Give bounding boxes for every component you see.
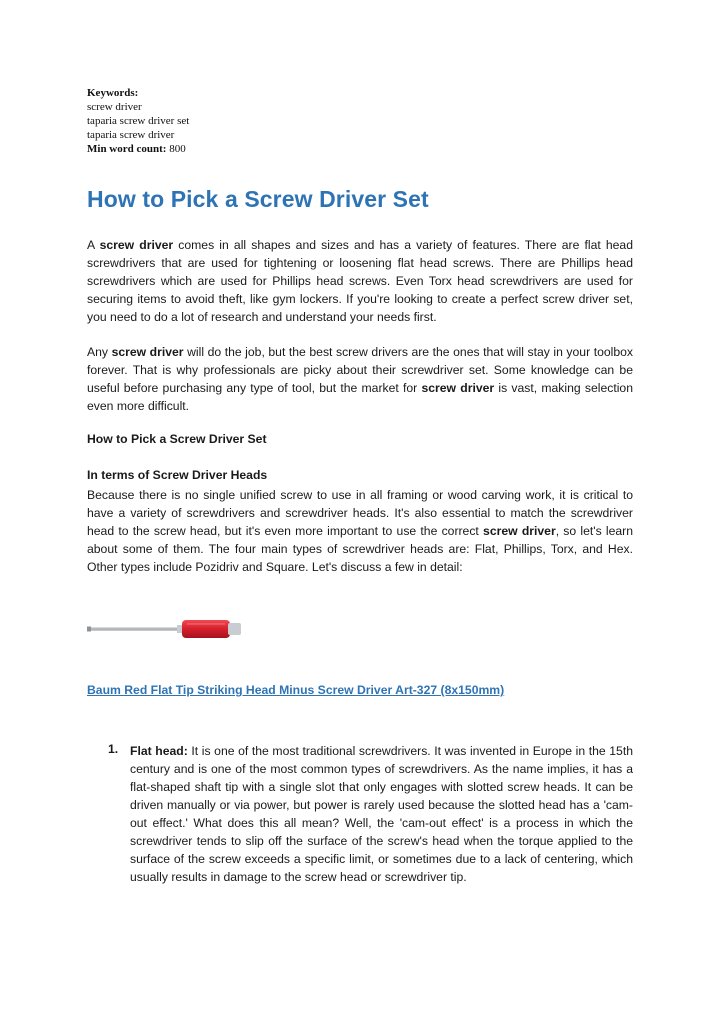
second-paragraph — [87, 343, 633, 415]
text-run: Because there is no single unified screw to use in all framing or wood carving work, it is critical to have a variety of screwdrivers and screwdriver heads. It's also essential to match the screwdriver head to the screw head, but it's even more important to use the correct — [87, 488, 633, 538]
keyword-bold: screw driver — [483, 524, 556, 538]
striking-cap — [228, 623, 241, 635]
keyword-bold: screw driver — [99, 238, 174, 252]
text-run: comes in all shapes and sizes and has a variety of features. There are flat head screwdrivers that are used for tightening or loosening flat head screws. There are Phillips head screwdrivers which are used for Phillips head screws. Even Torx head screwdrivers are used for securing items to avoid theft, like gym lockers. If you're looking to create a perfect screw driver set, you need to do a lot of research and understand your needs first. — [87, 238, 633, 324]
screwdriver-handle — [182, 620, 230, 638]
section-heading: How to Pick a Screw Driver Set — [87, 432, 267, 446]
text-run: , so let's learn about some of them. The four main types of screwdriver heads are: Flat, Phillips, Torx, and Hex. Other types include Pozidriv and Square. Let's discuss a few in detail: — [87, 524, 634, 574]
screwdriver-tip — [87, 627, 91, 632]
keyword-bold: screw driver — [421, 381, 495, 395]
text-run: is vast, making selection even more difficult. — [87, 381, 633, 413]
text-run: Any — [87, 345, 112, 359]
screwdriver-shaft — [89, 627, 179, 631]
text-run: will do the job, but the best screw drivers are the ones that will stay in your toolbox forever. That is why professionals are picky about their screwdriver set. Some knowledge can be useful before purchasing any type of tool, but the market for — [87, 345, 633, 395]
heads-paragraph — [87, 486, 633, 576]
min-word-count — [87, 142, 189, 156]
intro-paragraph — [87, 236, 633, 326]
keyword-item: taparia screw driver set — [87, 115, 190, 127]
list-item — [130, 742, 633, 886]
keywords-label: Keywords: — [87, 87, 139, 99]
list-text: It is one of the most traditional screwdrivers. It was invented in Europe in the 15th century and is one of the most common types of screwdrivers. As the name implies, it has a flat-shaped shaft tip with a single slot that only engages with slotted screw heads. It can be driven manually or via power, but power is rarely used because the slotted head has a 'cam-out effect.' What does this all mean? Well, the 'cam-out effect' is a process in which the screwdriver tends to slip off the surface of the screw's head when the torque applied to the surface of the screw exceeds a specific limit, or sometimes due to a lack of centering, which usually results in damage to the screw head or screwdriver tip. — [130, 744, 633, 884]
min-word-label: Min word count: — [87, 143, 167, 155]
screwdriver-image — [87, 617, 243, 641]
subsection-heading: In terms of Screw Driver Heads — [87, 468, 268, 482]
product-link[interactable]: Baum Red Flat Tip Striking Head Minus Screw Driver Art-327 (8x150mm) — [87, 683, 505, 697]
list-term: Flat head: — [130, 744, 188, 758]
keyword-item: screw driver — [87, 101, 142, 113]
keyword-bold: screw driver — [111, 345, 184, 359]
article-meta — [87, 86, 189, 156]
text-run: A — [87, 238, 100, 252]
page-title: How to Pick a Screw Driver Set — [87, 186, 429, 212]
min-word-value: 800 — [169, 143, 186, 155]
keyword-item: taparia screw driver — [87, 129, 175, 141]
list-number: 1. — [108, 742, 119, 756]
